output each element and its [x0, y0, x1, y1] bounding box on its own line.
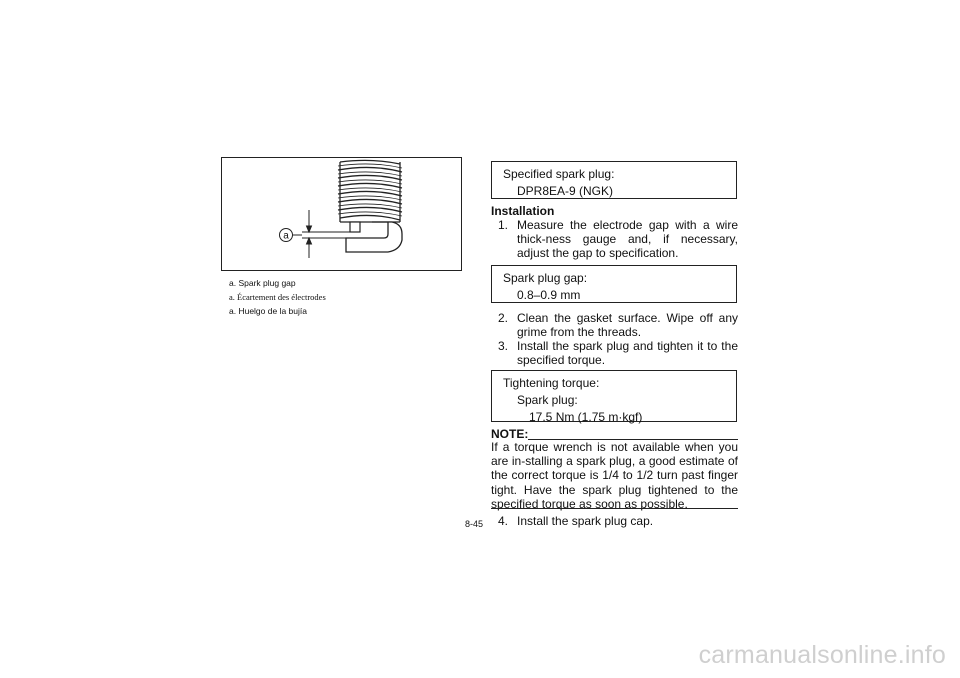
spec-value: 0.8–0.9 mm: [517, 288, 581, 302]
spec-label: Spark plug gap:: [503, 271, 588, 285]
caption-en: a. Spark plug gap: [229, 278, 296, 288]
step-number: 4.: [498, 514, 509, 528]
plug-threads: [338, 160, 402, 222]
step-number: 2.: [498, 311, 509, 325]
spec-label: Specified spark plug:: [503, 167, 615, 181]
caption-es: a. Huelgo de la bujía: [229, 306, 307, 316]
spec-label: Tightening torque:: [503, 376, 600, 390]
step-number: 3.: [498, 339, 509, 353]
step-text: Install the spark plug cap.: [517, 514, 654, 528]
spec-box-torque: [491, 370, 737, 422]
step-text: Install the spark plug and tighten it to the specified torque.: [517, 339, 738, 368]
callout-label: a: [283, 230, 289, 242]
spark-plug-gap-figure: [221, 157, 462, 271]
step-number: 1.: [498, 218, 509, 232]
spec-sublabel: Spark plug:: [517, 393, 578, 407]
spec-value: 17.5 Nm (1.75 m·kgf): [529, 410, 643, 424]
caption-fr: a. Écartement des électrodes: [229, 292, 326, 302]
step-text: Measure the electrode gap with a wire thick-ness gauge and, if necessary, adjust the gap to specification.: [517, 218, 738, 261]
center-electrode: [350, 222, 360, 232]
note-label: NOTE:: [491, 427, 529, 441]
section-heading: Installation: [491, 204, 555, 218]
step-4: [491, 514, 738, 528]
step-1: [491, 218, 738, 261]
note-text: If a torque wrench is not available when you are in-stalling a spark plug, a good estimate of the correct torque is 1/4 to 1/2 turn past finger tight. Have the spark plug tightened to the specified torque as soon as possible.: [491, 440, 738, 511]
step-2: [491, 311, 738, 339]
watermark: carmanualsonline.info: [698, 641, 946, 669]
spec-value: DPR8EA-9 (NGK): [517, 184, 614, 198]
spec-box-gap: [491, 265, 737, 303]
step-3: [491, 339, 738, 367]
note-bottom-rule: [491, 508, 738, 509]
step-text: Clean the gasket surface. Wipe off any grime from the threads.: [517, 311, 738, 340]
spec-box-spark-plug: [491, 161, 737, 199]
page-number: 8-45: [465, 519, 484, 529]
spark-plug-illustration: [222, 158, 463, 272]
